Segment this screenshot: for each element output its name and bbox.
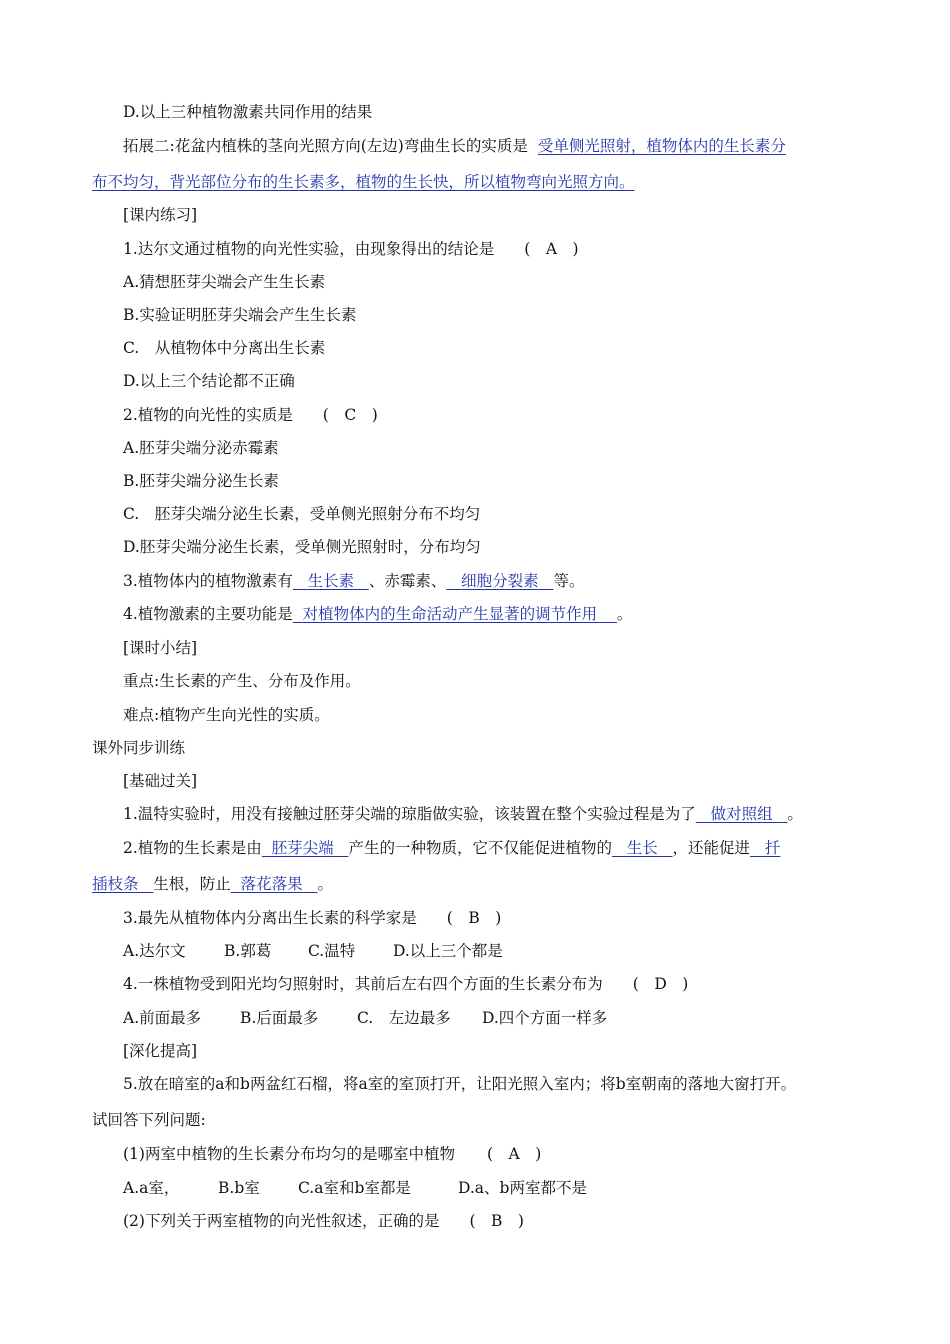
answer-blank: 扦 (764, 839, 781, 857)
answer-blank: 布不均匀，背光部位分布的生长素多，植物的生长快，所以植物弯向光照方向。 (92, 173, 635, 191)
answer-choice: ( A ) (524, 240, 579, 258)
option: C. 从植物体中分离出生长素 (123, 339, 326, 357)
option-row: A.达尔文 B.郭葛 C.温特 D.以上三个都是 (123, 942, 503, 960)
section-heading: 课外同步训练 (92, 739, 186, 757)
answer-blank: 对植物体内的生命活动产生显著的调节作用 (302, 605, 598, 623)
section-heading: [课时小结] (123, 639, 198, 657)
question: (2)下列关于两室植物的向光性叙述，正确的是 ( B ) (123, 1212, 524, 1230)
answer-blank: 细胞分裂素 (461, 572, 539, 590)
answer-choice: ( A ) (486, 1145, 542, 1163)
question: 1.温特实验时，用没有接触过胚芽尖端的琼脂做实验，该装置在整个实验过程是为了 做对照组 。 (123, 805, 803, 823)
text-line: D.以上三种植物激素共同作用的结果 (123, 103, 373, 121)
question: 3.最先从植物体内分离出生长素的科学家是 ( B ) (123, 909, 502, 927)
question: 2.植物的生长素是由 胚芽尖端 产生的一种物质，它不仅能促进植物的 生长 ，还能促进 扦 (123, 839, 781, 857)
answer-blank: 落花落果 (240, 875, 303, 893)
answer-choice: ( B ) (469, 1212, 524, 1230)
question: 4.一株植物受到阳光均匀照射时，其前后左右四个方面的生长素分布为 ( D ) (123, 975, 689, 993)
text-line: 难点:植物产生向光性的实质。 (123, 706, 330, 724)
option: A.胚芽尖端分泌赤霉素 (123, 439, 279, 457)
question: (1)两室中植物的生长素分布均匀的是哪室中植物 ( A ) (123, 1145, 542, 1163)
section-heading: [深化提高] (123, 1042, 198, 1060)
question: 2.植物的向光性的实质是 ( C ) (123, 406, 378, 424)
option: C. 胚芽尖端分泌生长素，受单侧光照射分布不均匀 (123, 505, 481, 523)
text-line (92, 172, 635, 192)
question: 3.植物体内的植物激素有 生长素 、赤霉素、 细胞分裂素 等。 (123, 572, 585, 590)
option-row: A.a室， B.b室 C.a室和b室都是 D.a、b两室都不是 (123, 1179, 587, 1197)
option: A.猜想胚芽尖端会产生生长素 (123, 273, 326, 291)
section-heading: [基础过关] (123, 772, 198, 790)
answer-choice: ( D ) (632, 975, 689, 993)
option: D.以上三个结论都不正确 (123, 372, 295, 390)
answer-choice: ( C ) (322, 406, 378, 424)
question: 1.达尔文通过植物的向光性实验，由现象得出的结论是 ( A ) (123, 240, 579, 258)
option: B.实验证明胚芽尖端会产生生长素 (123, 306, 357, 324)
answer-blank: 受单侧光照射，植物体内的生长素分 (537, 137, 786, 155)
text-line: 试回答下列问题: (92, 1111, 206, 1129)
answer-blank: 生长 (626, 839, 658, 857)
question: 5.放在暗室的a和b两盆红石榴，将a室的室顶打开，让阳光照入室内；将b室朝南的落地大窗打开。 (123, 1075, 797, 1093)
answer-choice: ( B ) (446, 909, 502, 927)
option: D.胚芽尖端分泌生长素，受单侧光照射时，分布均匀 (123, 538, 481, 556)
option: B.胚芽尖端分泌生长素 (123, 472, 279, 490)
text-line: 插枝条 生根，防止 落花落果 。 (92, 875, 333, 893)
text-line: 重点:生长素的产生、分布及作用。 (123, 672, 361, 690)
answer-blank: 胚芽尖端 (271, 839, 334, 857)
section-heading: [课内练习] (123, 206, 198, 224)
answer-blank: 做对照组 (710, 805, 773, 823)
question: 4.植物激素的主要功能是 对植物体内的生命活动产生显著的调节作用 。 (123, 605, 633, 623)
option-row: A.前面最多 B.后面最多 C. 左边最多 D.四个方面一样多 (123, 1009, 608, 1027)
answer-blank: 生长素 (307, 572, 355, 590)
answer-blank: 插枝条 (92, 875, 139, 893)
text-line: 拓展二:花盆内植株的茎向光照方向(左边)弯曲生长的实质是 受单侧光照射，植物体内的生长素分 (123, 137, 786, 155)
